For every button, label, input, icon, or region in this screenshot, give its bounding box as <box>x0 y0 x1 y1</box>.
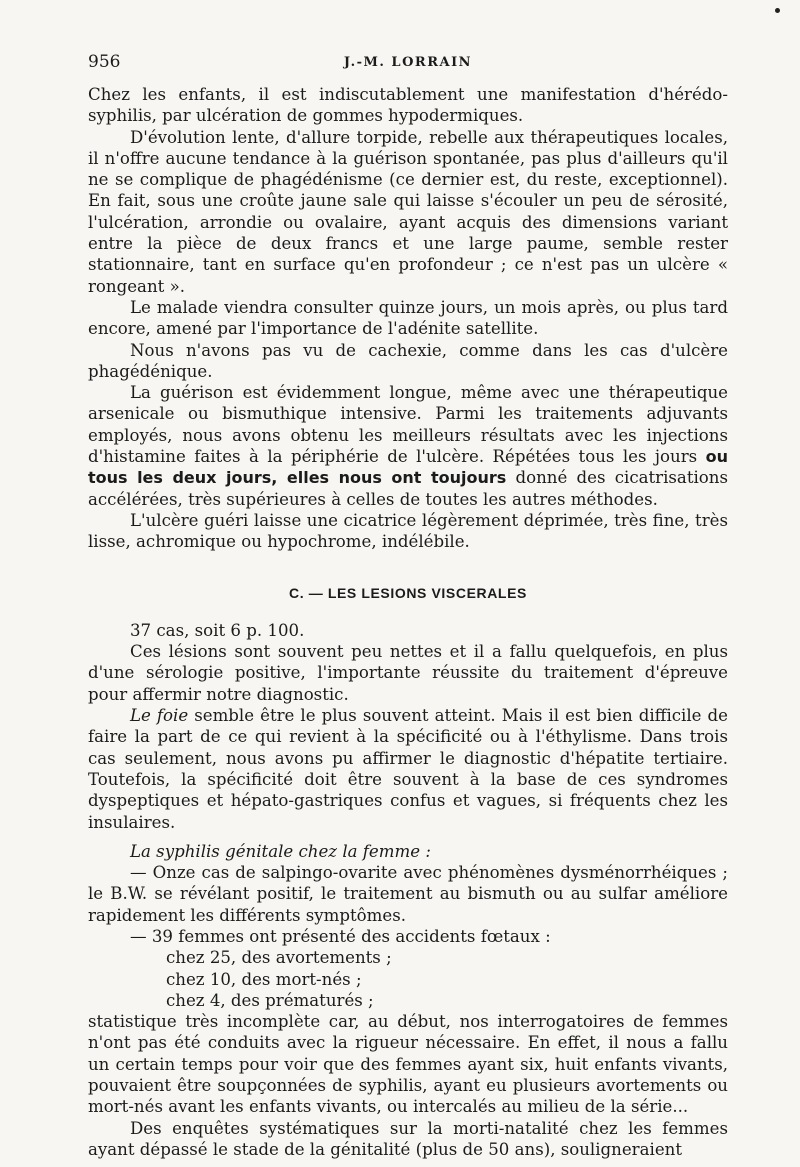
list-item: chez 25, des avortements ; <box>166 948 392 968</box>
paragraph-hereditary-syphilis: Chez les enfants, il est indiscutablement une manifestation d'hérédo-syphilis, par ulcération de gommes hypodermiques. <box>88 85 728 126</box>
liver-text: semble être le plus souvent atteint. Mais il est bien difficile de faire la part de ce qui revient à la spécificité ou à l'éthylisme. Dans trois cas seulement, nous avons pu affirmer le diagnostic d'hépatite tertiaire. Toutefois, la spécificité doit être souvent à la base de ces syndromes dyspeptiques et hépato-gastriques confus et vagues, si fréquents chez les insulaires. <box>88 706 728 832</box>
treatment-text-end: donné des cicatrisations accélérées, très supérieures à celles de toutes les autres méthodes. <box>88 468 728 509</box>
subheading-genital-syphilis: La syphilis génitale chez la femme : <box>130 841 431 861</box>
ink-speck <box>775 8 780 13</box>
paragraph-statistics: statistique très incomplète car, au début, nos interrogatoires de femmes n'ont pas été conduits avec la rigueur nécessaire. En effet, il nous a fallu un certain temps pour voir que des femmes ayant six, huit enfants vivants, pouvaient être soupçonnées de syphilis, ayant eu plusieurs avortements ou mort-nés avant les enfants vivants, ou intercalés au milieu de la série... <box>88 1012 728 1117</box>
paragraph-treatment <box>88 382 728 510</box>
liver-term: Le foie <box>130 706 189 726</box>
paragraph-cachexia: Nous n'avons pas vu de cachexie, comme dans les cas d'ulcère phagédénique. <box>88 340 728 381</box>
paragraph-healed-ulcer: L'ulcère guéri laisse une cicatrice légèrement déprimée, très fine, très lisse, achromique ou hypochrome, indélébile. <box>88 510 728 552</box>
case-count: 37 cas, soit 6 p. 100. <box>130 620 305 640</box>
book-page <box>88 0 728 1167</box>
paragraph-liver <box>88 705 728 833</box>
body-text <box>88 84 728 1160</box>
list-item: chez 10, des mort-nés ; <box>166 969 362 989</box>
treatment-bold-text: ou tous les deux jours, elles nous ont toujours <box>88 447 728 488</box>
page-header <box>88 52 728 78</box>
paragraph-lesions: Ces lésions sont souvent peu nettes et il a fallu quelquefois, en plus d'une sérologie positive, l'importante réussite du traitement d'épreuve pour affermir notre diagnostic. <box>88 642 728 704</box>
paragraph-surveys: Des enquêtes systématiques sur la morti-natalité chez les femmes ayant dépassé le stade de la génitalité (plus de 50 ans), souligneraient <box>88 1118 728 1159</box>
treatment-text-start: La guérison est évidemment longue, même avec une thérapeutique arsenicale ou bismuthique intensive. Parmi les traitements adjuvants employés, nous avons obtenu les meilleurs résultats avec les injections d'histamine faites à la périphérie de l'ulcère. Répétées tous les jours <box>88 383 728 467</box>
paragraph-salpingo-ovaritis: — Onze cas de salpingo-ovarite avec phénomènes dysménorrhéiques ; le B.W. se révélant positif, le traitement au bismuth ou au sulfar améliore rapidement les différents symptômes. <box>88 863 728 925</box>
paragraph-fetal-accidents: — 39 femmes ont présenté des accidents fœtaux : <box>130 926 551 946</box>
paragraph-consultation: Le malade viendra consulter quinze jours, un mois après, ou plus tard encore, amené par l'importance de l'adénite satellite. <box>88 297 728 339</box>
list-item: chez 4, des prématurés ; <box>166 990 374 1010</box>
paragraph-evolution: D'évolution lente, d'allure torpide, rebelle aux thérapeutiques locales, il n'offre aucune tendance à la guérison spontanée, pas plus d'ailleurs qu'il ne se complique de phagédénisme (ce dernier est, du reste, exceptionnel). En fait, sous une croûte jaune sale qui laisse s'écouler un peu de sérosité, l'ulcération, arrondie ou ovalaire, ayant acquis des dimensions variant entre la pièce de deux francs et une large paume, semble rester stationnaire, tant en surface qu'en profondeur ; ce n'est pas un ulcère « rongeant ». <box>88 127 728 296</box>
running-head: J.-M. LORRAIN <box>343 55 473 70</box>
section-heading: C. — LES LESIONS VISCERALES <box>289 584 527 601</box>
page-number: 956 <box>88 52 121 72</box>
